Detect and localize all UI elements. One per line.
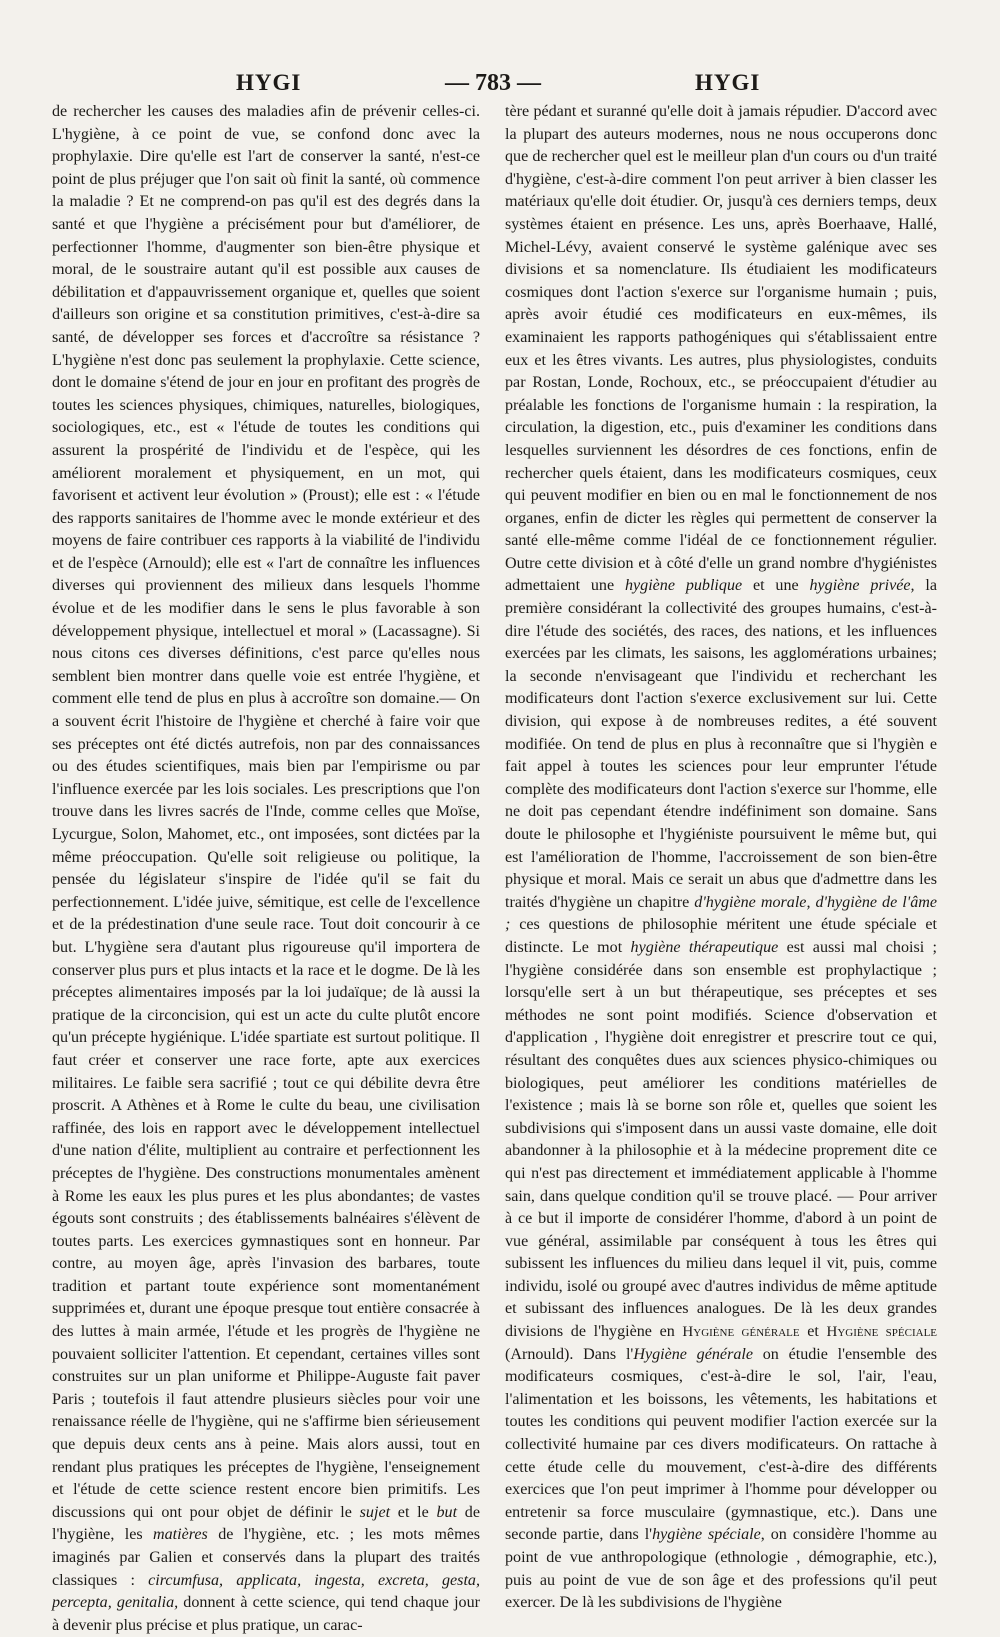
small-caps-run: Hygiène spéciale xyxy=(826,1324,938,1341)
italic-run: matières xyxy=(152,1526,208,1544)
text-run: et xyxy=(799,1323,827,1341)
italic-run: circumfusa, applicata, ingesta, excreta, gesta, percepta, genitalia, xyxy=(52,1571,480,1612)
italic-run: hygiène thérapeutique xyxy=(630,938,779,956)
left-column-text xyxy=(52,101,480,1637)
italic-run: Hygiène générale xyxy=(633,1345,753,1363)
text-run: , on considère l'homme au point de vue anthropologique (ethnologie , démographie, etc.), puis au point de vue de son âge et des professions qu'il peut exercer. De là les subdivisions de l'hygiène xyxy=(505,1526,937,1612)
header-left-keyword: HYGI xyxy=(236,70,302,95)
text-run: on étudie l'ensemble des modificateurs cosmiques, c'est-à-dire le sol, l'air, l'eau, l'alimentation et les boissons, les vêtements, les habitations et toutes les conditions qui peuvent modifier l'action exercée sur la collectivité humaine par ces divers modificateurs. On rattache à cette étude celle du mouvement, c'est-à-dire des différents exercices que l'on peut imprimer à l'homme pour développer ou entretenir sa force musculaire (gymnastique, etc.). Dans une seconde partie, dans l' xyxy=(505,1345,937,1544)
italic-run: but xyxy=(436,1503,458,1521)
text-run: est aussi mal choisi ; l'hygiène considérée dans son ensemble est prophylactique ; lorsqu'elle sert à un but thérapeutique, ses préceptes et ses méthodes ne sont point modifiés. Science d'observation et d'application , l'hygiène doit enregistrer et prescrire tout ce qui, résultant des conquêtes dues aux sciences physico-chimiques ou biologiques, peut améliorer les conditions matérielles de l'existence ; mais là se borne son rôle et, quelles que soient les subdivisions qui s'imposent dans un aussi vaste domaine, elle doit abandonner à la philosophie et à la médecine proprement dite ce qui n'est pas directement et immédiatement applicable à l'homme sain, dans quelque condition qu'il se trouve placé. — Pour arriver à ce but il importe de considérer l'homme, d'abord à un point de vue général, assimilable par conséquent à tous les êtres qui subissent les influences du milieu dans lequel il vit, puis, comme individu, isolé ou groupé avec d'autres individus de même aptitude et subissant des influences analogues. De là les deux grandes divisions de l'hygiène en xyxy=(505,938,937,1341)
left-column xyxy=(52,101,481,1634)
right-column xyxy=(505,101,938,1612)
text-run: et le xyxy=(390,1503,437,1521)
italic-run: hygiène privée, xyxy=(809,577,915,595)
text-run: tère pédant et suranné qu'elle doit à jamais répudier. D'accord avec la plupart des auteurs modernes, nous ne nous occuperons donc que de rechercher quel est le meilleur plan d'un cours ou d'un traité d'hygiène, c'est-à-dire comment l'on peut arriver à bien classer les matériaux qu'elle doit étudier. Or, jusqu'à ces derniers temps, deux systèmes étaient en présence. Les uns, après Boerhaave, Hallé, Michel-Lévy, avaient conservé le système galénique avec ses divisions et sa nomenclature. Ils étudiaient les modificateurs cosmiques dont l'action s'exerce sur l'organisme humain ; puis, après avoir étudié ces modificateurs en eux-mêmes, ils examinaient les rapports pathogéniques qui s'établissaient entre eux et les êtres vivants. Les autres, plus physiologistes, conduits par Rostan, Londe, Rochoux, etc., se préoccupaient d'étudier au préalable les fonctions de l'organisme humain : la respiration, la circulation, la digestion, etc., puis d'examiner les conditions dans lesquelles surviennent les désordres de ces fonctions, enfin de rechercher quels étaient, dans les modificateurs cosmiques, ceux qui peuvent modifier en bien ou en mal le fonctionnement de nos organes, enfin de dicter les règles qui permettent de conserver la santé elle-même comme l'idéal de ce fonctionnement régulier. Outre cette division et à côté d'elle un grand nombre d'hygiénistes admettaient une xyxy=(505,103,937,595)
text-run: de rechercher les causes des maladies afin de prévenir celles-ci. L'hygiène, à ce point de vue, se confond donc avec la prophylaxie. Dire qu'elle est l'art de conserver la santé, n'est-ce point de plus préjuger que l'on sait où finit la santé, où commence la maladie ? Et ne comprend-on pas qu'il est des degrés dans la santé et que l'hygiène a précisément pour but d'améliorer, de perfectionner l'homme, d'augmenter son bien-être physique et moral, de le soustraire autant qu'il est possible aux causes de débilitation et d'appauvrissement organique et, quelles que soient d'ailleurs son origine et sa constitution primitives, c'est-à-dire sa santé, de développer ses forces et d'accroître sa résistance ? L'hygiène n'est donc pas seulement la prophylaxie. Cette science, dont le domaine s'étend de jour en jour en profitant des progrès de toutes les sciences physiques, chimiques, naturelles, biologiques, sociologiques, etc., est « l'étude de toutes les conditions qui assurent la prospérité de l'individu et de l'espèce, qui les améliorent moralement et physiquement, en un mot, qui favorisent et activent leur évolution » (Proust); elle est : « l'étude des rapports sanitaires de l'homme avec le monde extérieur et des moyens de faire contribuer ces rapports à la viabilité de l'individu et de l'espèce (Arnould); elle est « l'art de connaître les influences diverses qui proviennent des milieux dans lesquels l'homme évolue et de les modifier dans le sens le plus favorable à son développement physique, intellectuel et moral » (Lacassagne). Si nous citons ces diverses définitions, c'est parce qu'elles nous semblent bien montrer dans quelle voie est entrée l'hygiène, et comment elle tend de plus en plus à accroître son domaine.— On a souvent écrit l'histoire de l'hygiène et cherché à faire voir que ses préceptes ont été dictés autrefois, non par des connaissances ou des études scientifiques, mais bien par l'empirisme ou par l'influence exercée par les lois sociales. Les prescriptions que l'on trouve dans les livres sacrés de l'Inde, comme celles que Moïse, Lycurgue, Solon, Mahomet, etc., ont imposées, sont dictées par la même préoccupation. Qu'elle soit religieuse ou politique, la pensée du législateur s'inspire de l'idée qu'il se fait du perfectionnement. L'idée juive, sémitique, est celle de l'excellence et de la prédestination d'une seule race. Tout doit concourir à ce but. L'hygiène sera d'autant plus rigoureuse qu'il importera de conserver plus purs et plus intacts et la race et le dogme. De là les préceptes alimentaires imposés par la loi judaïque; de là aussi la pratique de la circoncision, qui est un acte du culte plutôt encore qu'un précepte hygiénique. L'idée spartiate est surtout politique. Il faut créer et conserver une race forte, apte aux exercices militaires. Le faible sera sacrifié ; tout ce qui débilite devra être proscrit. A Athènes et à Rome le culte du beau, une civilisation raffinée, des lois en rapport avec le développement intellectuel d'une nation d'élite, multiplient au contraire et perfectionnent les préceptes de l'hygiène. Des constructions monumentales amènent à Rome les eaux les plus pures et les plus abondantes; de vastes égouts sont construits ; des établissements balnéaires s'élèvent de toutes parts. Les exercices gymnastiques sont en honneur. Par contre, au moyen âge, après l'invasion des barbares, toute tradition et partant toute expérience sont momentanément supprimées et, durant une époque presque tout entière consacrée à des luttes à main armée, l'étude et les progrès de l'hygiène ne pouvaient solliciter l'attention. Et cependant, certaines villes sont construites sur un plan uniforme et Philippe-Auguste fait paver Paris ; toutefois il faut attendre plusieurs siècles pour voir une renaissance réelle de l'hygiène, qui ne s'affirme bien sérieusement que depuis deux cents ans à peine. Mais alors aussi, tout en rendant plus pratiques les préceptes de l'hygiène, l'enseignement et l'étude de cette science restent encore bien primitifs. Les discussions qui ont pour objet de définir le xyxy=(52,103,480,1521)
italic-run: hygiène publique xyxy=(624,577,743,595)
text-run: la première considérant la collectivité des groupes humains, c'est-à-dire l'étude des sociétés, des races, des nations, et les influences exercées par les climats, les saisons, les agglomérations urbaines; la seconde n'envisageant que l'individu et recherchant les modificateurs dont l'action s'exerce exclusivement sur lui. Cette division, qui expose à de nombreuses redites, a été souvent modifiée. On tend de plus en plus à reconnaître que si l'hygièn e fait appel à toutes les sciences pour leur emprunter l'étude complète des modificateurs dont l'action s'exerce sur l'homme, elle ne doit pas cependant étendre indéfiniment son domaine. Sans doute le philosophe et l'hygiéniste poursuivent le même but, qui est l'amélioration de l'homme, l'accroissement de son bien-être physique et moral. Mais ce serait un abus que d'admettre dans les traités d'hygiène un chapitre xyxy=(505,577,937,911)
right-column-text xyxy=(505,101,937,1615)
text-run: de l'hygiène, etc. ; les mots mêmes imaginés par Galien et conservés dans la plupart des traités classiques : xyxy=(52,1526,481,1589)
text-run: (Arnould). Dans l' xyxy=(505,1345,634,1363)
text-run: ces questions de philosophie méritent une étude spéciale et distincte. Le mot xyxy=(505,916,937,956)
small-caps-run: Hygiène générale xyxy=(682,1324,800,1341)
italic-run: hygiène spéciale xyxy=(652,1526,761,1544)
text-run: donnent à cette science, qui tend chaque jour à devenir plus précise et plus pratique, un carac- xyxy=(52,1594,480,1634)
text-run: et une xyxy=(742,577,810,595)
italic-run: sujet xyxy=(359,1503,391,1521)
text-run: de l'hygiène, les xyxy=(52,1503,480,1544)
italic-run: d'hygiène morale, d'hygiène de l'âme ; xyxy=(505,893,938,934)
page-number: — 783 — xyxy=(445,70,541,96)
running-header xyxy=(0,70,1000,104)
header-right-keyword: HYGI xyxy=(695,70,761,95)
